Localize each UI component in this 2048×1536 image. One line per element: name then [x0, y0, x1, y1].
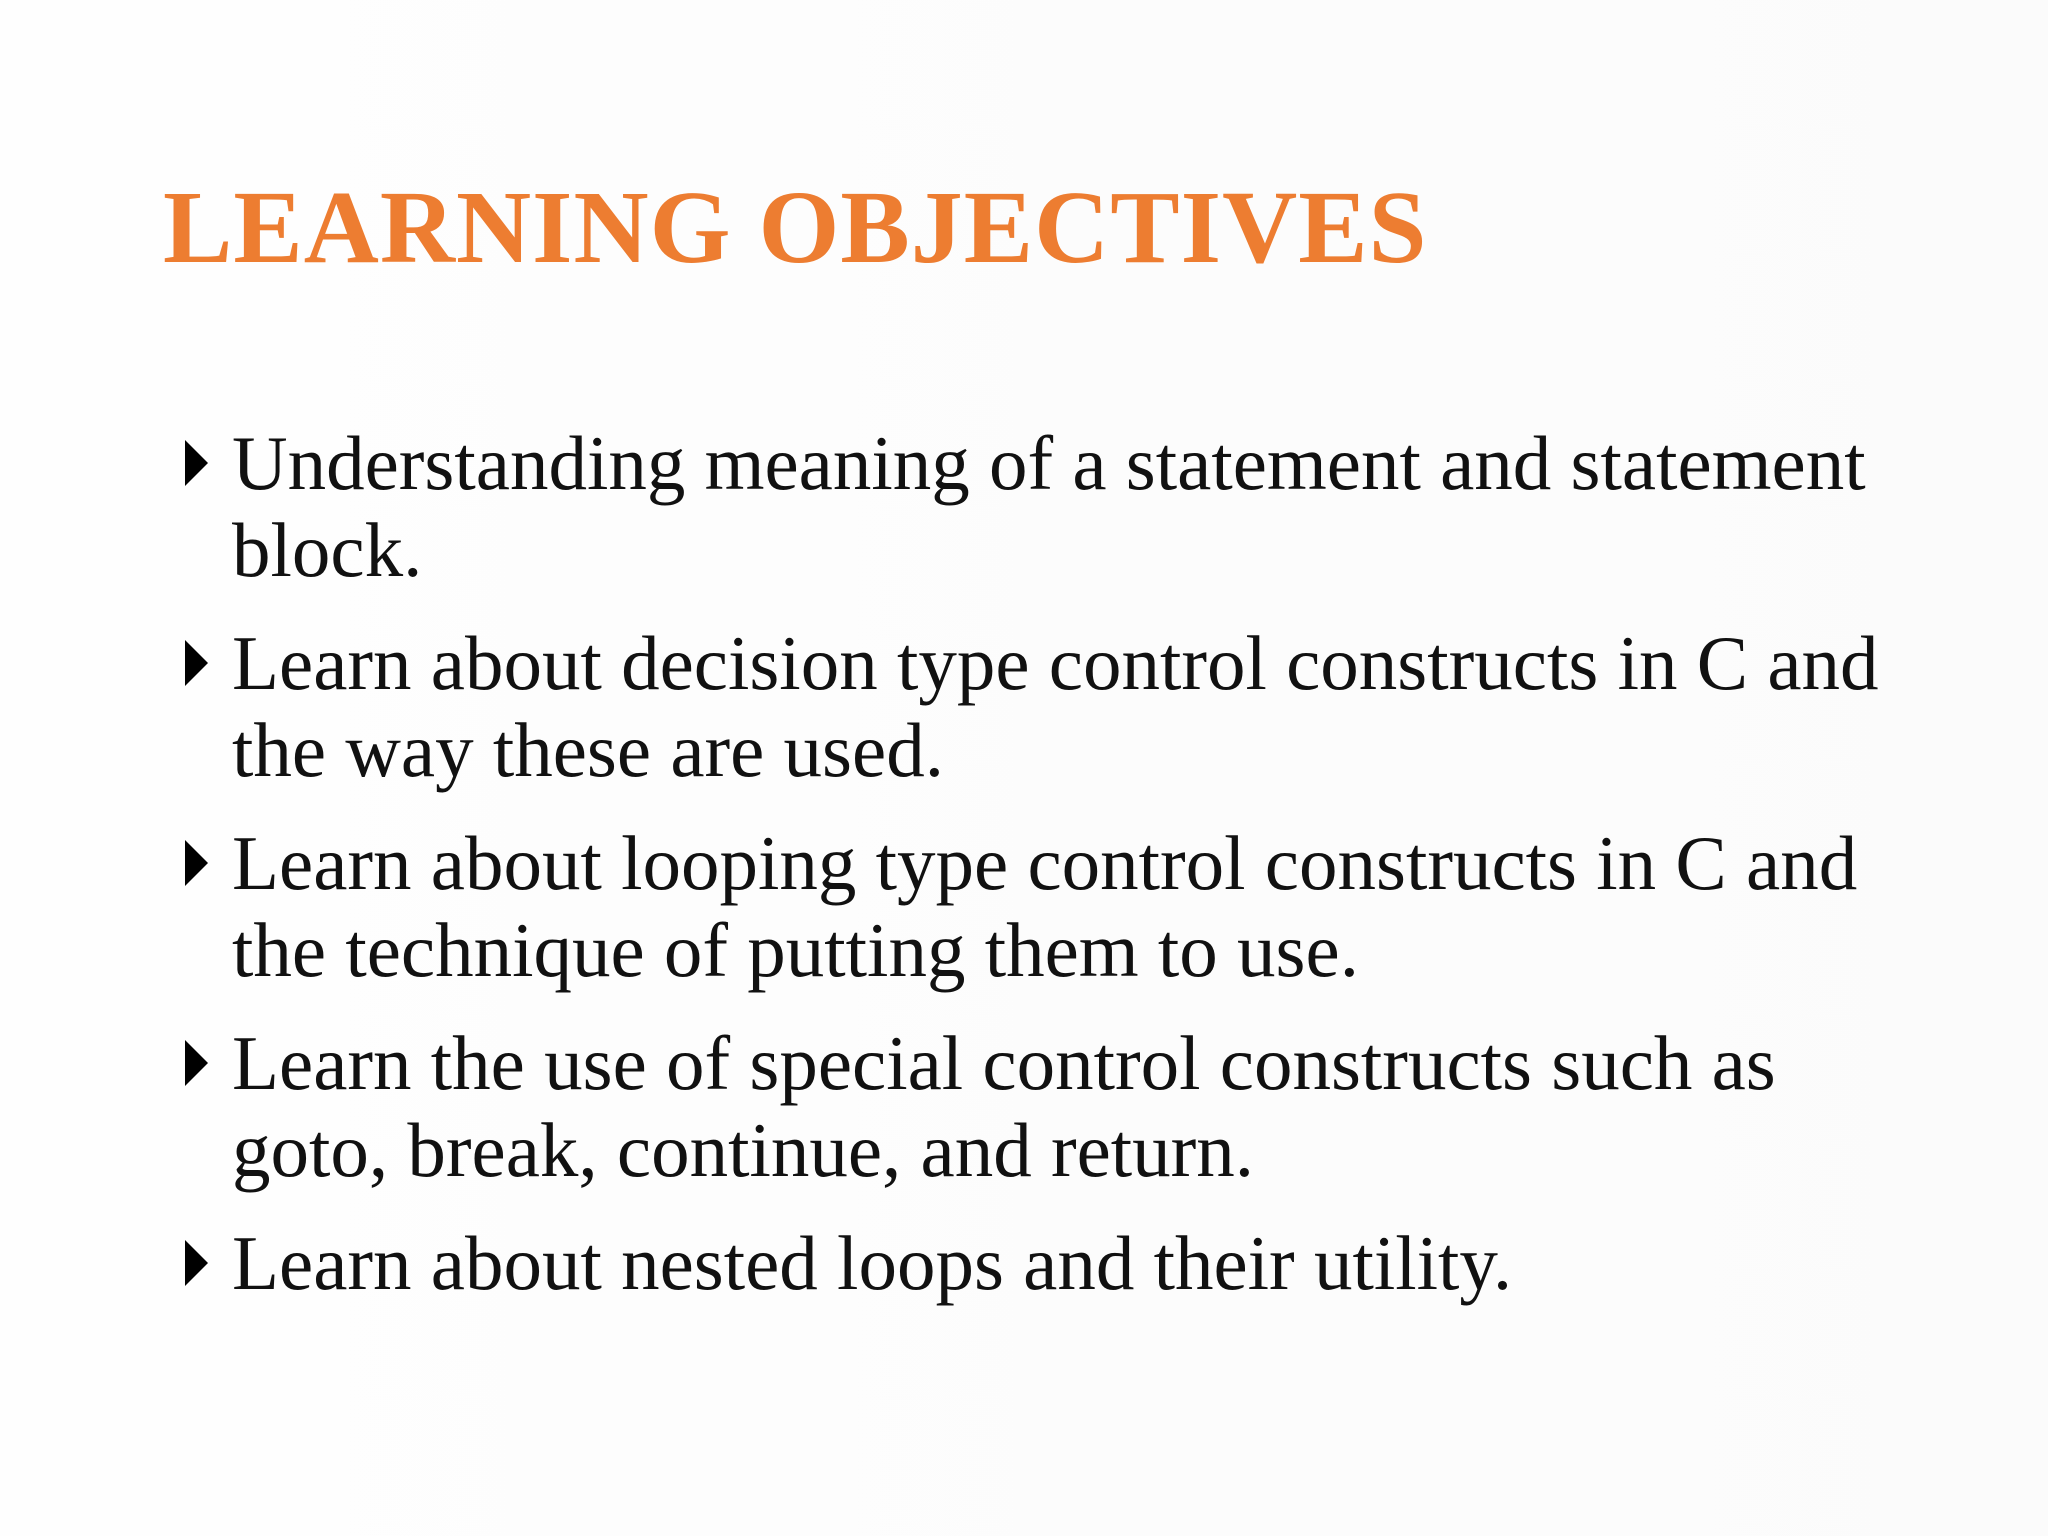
objective-item — [185, 1020, 1905, 1194]
objective-text: Learn about looping type control constructs in C and the technique of putting them to use. — [232, 820, 1858, 993]
triangle-bullet-icon — [185, 440, 208, 486]
objective-text: Understanding meaning of a statement and statement block. — [232, 420, 1866, 593]
objective-item — [185, 420, 1905, 594]
objective-item — [185, 820, 1905, 994]
objective-text: Learn about nested loops and their utility. — [232, 1220, 1513, 1306]
triangle-bullet-icon — [185, 1040, 208, 1086]
objective-item — [185, 620, 1905, 794]
objective-item — [185, 1220, 1905, 1307]
triangle-bullet-icon — [185, 1240, 208, 1286]
objectives-list — [185, 420, 1905, 1333]
slide-title: LEARNING OBJECTIVES — [163, 170, 1428, 285]
triangle-bullet-icon — [185, 640, 208, 686]
triangle-bullet-icon — [185, 840, 208, 886]
objective-text: Learn about decision type control constructs in C and the way these are used. — [232, 620, 1879, 793]
objective-text: Learn the use of special control constructs such as goto, break, continue, and return. — [232, 1020, 1776, 1193]
